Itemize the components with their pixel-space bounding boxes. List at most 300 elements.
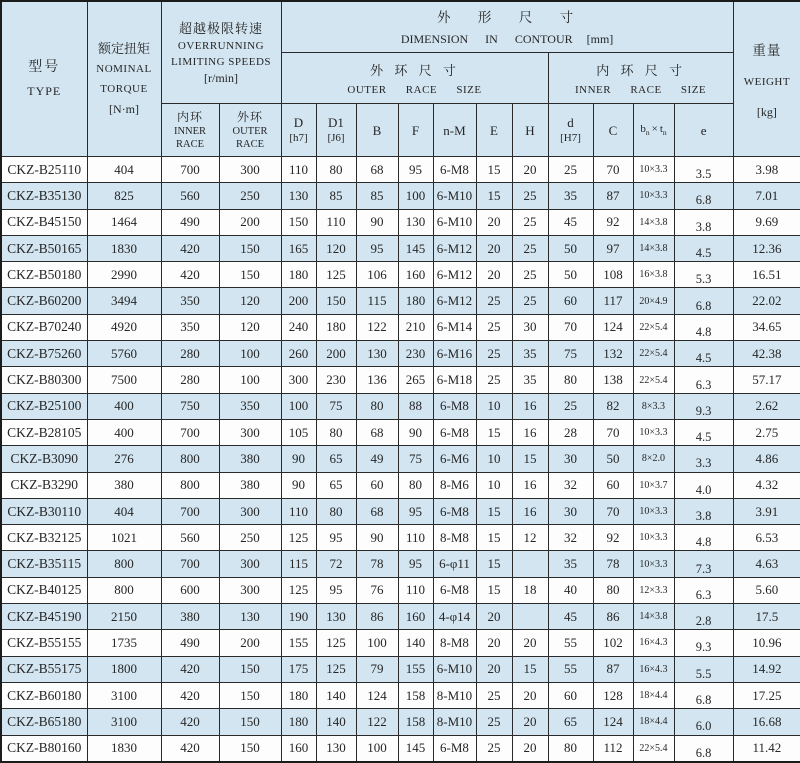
cell-D: 115 <box>281 551 316 577</box>
cell-torque: 2990 <box>87 262 161 288</box>
cell-d: 25 <box>548 157 593 183</box>
cell-B: 76 <box>356 577 398 603</box>
cell-B: 95 <box>356 235 398 261</box>
cell-outer_speed: 150 <box>219 656 281 682</box>
cell-B: 49 <box>356 446 398 472</box>
cell-B: 115 <box>356 288 398 314</box>
cell-outer_speed: 250 <box>219 525 281 551</box>
outer-race-zh: 外环 <box>236 109 263 124</box>
cell-outer_speed: 380 <box>219 472 281 498</box>
cell-inner_speed: 700 <box>161 157 219 183</box>
cell-nM: 6-M10 <box>433 209 476 235</box>
cell-weight: 3.98 <box>733 157 800 183</box>
cell-type: CKZ-B30110 <box>1 498 87 524</box>
cell-type: CKZ-B70240 <box>1 314 87 340</box>
cell-F: 130 <box>398 209 433 235</box>
weight-unit: [kg] <box>756 104 777 119</box>
cell-E: 10 <box>476 393 512 419</box>
cell-nM: 6-φ11 <box>433 551 476 577</box>
cell-outer_speed: 200 <box>219 630 281 656</box>
cell-inner_speed: 350 <box>161 314 219 340</box>
cell-d: 30 <box>548 498 593 524</box>
table-row <box>1 656 800 682</box>
table-row <box>1 604 800 630</box>
cell-D1: 75 <box>316 393 356 419</box>
cell-nM: 6-M8 <box>433 735 476 762</box>
cell-torque: 3494 <box>87 288 161 314</box>
cell-e: 4.5 <box>674 235 733 261</box>
cell-d: 32 <box>548 525 593 551</box>
table-row <box>1 446 800 472</box>
table-row <box>1 419 800 445</box>
type-label-en: TYPE <box>27 84 62 98</box>
cell-outer_speed: 300 <box>219 498 281 524</box>
inner-race-en2: RACE <box>175 138 204 150</box>
cell-d: 35 <box>548 183 593 209</box>
cell-bt: 14×3.8 <box>633 235 674 261</box>
cell-type: CKZ-B3290 <box>1 472 87 498</box>
cell-B: 79 <box>356 656 398 682</box>
cell-d: 60 <box>548 288 593 314</box>
cell-nM: 6-M12 <box>433 288 476 314</box>
cell-inner_speed: 420 <box>161 709 219 735</box>
cell-outer_speed: 380 <box>219 446 281 472</box>
cell-H: 25 <box>512 288 548 314</box>
cell-weight: 22.02 <box>733 288 800 314</box>
cell-inner_speed: 800 <box>161 446 219 472</box>
cell-C: 92 <box>593 209 633 235</box>
cell-D: 110 <box>281 498 316 524</box>
speeds-label-en2: LIMITING SPEEDS <box>170 55 272 68</box>
cell-D: 175 <box>281 656 316 682</box>
cell-C: 80 <box>593 577 633 603</box>
cell-d: 45 <box>548 209 593 235</box>
cell-D: 110 <box>281 157 316 183</box>
torque-label-en1: NOMINAL <box>96 63 152 75</box>
cell-inner_speed: 420 <box>161 682 219 708</box>
cell-torque: 1830 <box>87 235 161 261</box>
cell-D: 105 <box>281 419 316 445</box>
cell-E: 20 <box>476 209 512 235</box>
cell-F: 158 <box>398 682 433 708</box>
torque-label-en2: TORQUE <box>100 83 148 95</box>
cell-torque: 1800 <box>87 656 161 682</box>
cell-H: 16 <box>512 393 548 419</box>
cell-torque: 400 <box>87 419 161 445</box>
cell-weight: 2.75 <box>733 419 800 445</box>
cell-E: 15 <box>476 419 512 445</box>
cell-d: 45 <box>548 604 593 630</box>
cell-D1: 72 <box>316 551 356 577</box>
cell-type: CKZ-B45190 <box>1 604 87 630</box>
cell-outer_speed: 150 <box>219 235 281 261</box>
cell-inner_speed: 280 <box>161 367 219 393</box>
cell-E: 20 <box>476 262 512 288</box>
cell-C: 97 <box>593 235 633 261</box>
table-row <box>1 209 800 235</box>
cell-e: 3.8 <box>674 209 733 235</box>
cell-inner_speed: 560 <box>161 183 219 209</box>
cell-nM: 6-M8 <box>433 498 476 524</box>
cell-B: 124 <box>356 682 398 708</box>
dimension-unit: [mm] <box>586 32 614 46</box>
cell-D1: 130 <box>316 735 356 762</box>
cell-B: 68 <box>356 498 398 524</box>
cell-weight: 10.96 <box>733 630 800 656</box>
cell-E: 15 <box>476 525 512 551</box>
cell-E: 20 <box>476 630 512 656</box>
col-header-type <box>1 1 87 157</box>
cell-D1: 180 <box>316 314 356 340</box>
cell-bt: 22×5.4 <box>633 314 674 340</box>
cell-C: 86 <box>593 604 633 630</box>
cell-bt: 16×4.3 <box>633 656 674 682</box>
cell-outer_speed: 120 <box>219 314 281 340</box>
cell-type: CKZ-B35130 <box>1 183 87 209</box>
cell-F: 180 <box>398 288 433 314</box>
cell-H: 25 <box>512 262 548 288</box>
cell-D: 180 <box>281 262 316 288</box>
cell-type: CKZ-B35115 <box>1 551 87 577</box>
table-row <box>1 735 800 762</box>
cell-d: 50 <box>548 235 593 261</box>
speeds-unit: [r/min] <box>204 70 238 85</box>
cell-E: 15 <box>476 577 512 603</box>
cell-B: 60 <box>356 472 398 498</box>
cell-H: 16 <box>512 472 548 498</box>
cell-d: 40 <box>548 577 593 603</box>
col-header-C: C <box>593 104 633 157</box>
table-row <box>1 393 800 419</box>
cell-D1: 85 <box>316 183 356 209</box>
cell-C: 112 <box>593 735 633 762</box>
cell-H: 25 <box>512 235 548 261</box>
cell-E: 25 <box>476 314 512 340</box>
type-label-zh: 型号 <box>28 60 61 75</box>
cell-torque: 800 <box>87 551 161 577</box>
cell-H: 25 <box>512 183 548 209</box>
cell-B: 106 <box>356 262 398 288</box>
cell-D1: 125 <box>316 630 356 656</box>
cell-F: 265 <box>398 367 433 393</box>
cell-outer_speed: 350 <box>219 393 281 419</box>
cell-d: 28 <box>548 419 593 445</box>
col-header-dimension <box>281 1 733 53</box>
cell-F: 80 <box>398 472 433 498</box>
cell-outer_speed: 150 <box>219 682 281 708</box>
cell-inner_speed: 700 <box>161 551 219 577</box>
cell-D: 100 <box>281 393 316 419</box>
cell-B: 78 <box>356 551 398 577</box>
cell-e: 5.3 <box>674 262 733 288</box>
table-row <box>1 288 800 314</box>
col-header-outer-race-speed <box>219 104 281 157</box>
cell-B: 122 <box>356 314 398 340</box>
cell-nM: 6-M8 <box>433 393 476 419</box>
cell-weight: 4.63 <box>733 551 800 577</box>
cell-E: 25 <box>476 341 512 367</box>
cell-D: 160 <box>281 735 316 762</box>
cell-d: 55 <box>548 656 593 682</box>
cell-e: 4.5 <box>674 419 733 445</box>
cell-H: 15 <box>512 446 548 472</box>
cell-D1: 140 <box>316 682 356 708</box>
cell-F: 88 <box>398 393 433 419</box>
cell-type: CKZ-B45150 <box>1 209 87 235</box>
inner-size-label-en: INNER RACE SIZE <box>574 83 707 96</box>
cell-bt: 16×4.3 <box>633 630 674 656</box>
cell-bt: 10×3.3 <box>633 498 674 524</box>
cell-bt: 8×2.0 <box>633 446 674 472</box>
cell-B: 68 <box>356 419 398 445</box>
cell-C: 70 <box>593 498 633 524</box>
cell-H: 20 <box>512 157 548 183</box>
cell-d: 75 <box>548 341 593 367</box>
cell-torque: 404 <box>87 498 161 524</box>
cell-inner_speed: 420 <box>161 235 219 261</box>
cell-inner_speed: 420 <box>161 735 219 762</box>
cell-torque: 404 <box>87 157 161 183</box>
col-header-H: H <box>512 104 548 157</box>
cell-H: 16 <box>512 498 548 524</box>
cell-C: 117 <box>593 288 633 314</box>
cell-E: 10 <box>476 472 512 498</box>
cell-C: 102 <box>593 630 633 656</box>
cell-type: CKZ-B60200 <box>1 288 87 314</box>
cell-weight: 9.69 <box>733 209 800 235</box>
cell-e: 4.5 <box>674 341 733 367</box>
cell-D1: 65 <box>316 472 356 498</box>
cell-e: 9.3 <box>674 393 733 419</box>
cell-d: 55 <box>548 630 593 656</box>
cell-H: 30 <box>512 314 548 340</box>
cell-E: 15 <box>476 183 512 209</box>
cell-outer_speed: 130 <box>219 604 281 630</box>
cell-weight: 11.42 <box>733 735 800 762</box>
cell-type: CKZ-B3090 <box>1 446 87 472</box>
cell-e: 4.8 <box>674 525 733 551</box>
cell-nM: 6-M12 <box>433 235 476 261</box>
cell-F: 210 <box>398 314 433 340</box>
cell-e: 6.3 <box>674 367 733 393</box>
table-row <box>1 235 800 261</box>
cell-weight: 5.60 <box>733 577 800 603</box>
cell-d: 80 <box>548 735 593 762</box>
outer-race-en2: RACE <box>235 138 264 150</box>
cell-E: 25 <box>476 735 512 762</box>
cell-H: 12 <box>512 525 548 551</box>
cell-weight: 7.01 <box>733 183 800 209</box>
cell-D1: 200 <box>316 341 356 367</box>
cell-nM: 6-M10 <box>433 656 476 682</box>
cell-F: 140 <box>398 630 433 656</box>
cell-B: 80 <box>356 393 398 419</box>
cell-D1: 140 <box>316 709 356 735</box>
inner-race-zh: 内环 <box>176 109 203 124</box>
cell-F: 110 <box>398 577 433 603</box>
dimension-en-text: DIMENSION IN CONTOUR <box>400 32 573 46</box>
cell-e: 6.8 <box>674 682 733 708</box>
cell-F: 100 <box>398 183 433 209</box>
col-header-e: e <box>674 104 733 157</box>
cell-B: 90 <box>356 209 398 235</box>
cell-nM: 4-φ14 <box>433 604 476 630</box>
cell-nM: 8-M10 <box>433 682 476 708</box>
col-header-torque <box>87 1 161 157</box>
cell-type: CKZ-B60180 <box>1 682 87 708</box>
cell-D1: 150 <box>316 288 356 314</box>
cell-inner_speed: 420 <box>161 262 219 288</box>
cell-F: 110 <box>398 525 433 551</box>
cell-type: CKZ-B75260 <box>1 341 87 367</box>
cell-torque: 380 <box>87 472 161 498</box>
cell-inner_speed: 700 <box>161 498 219 524</box>
cell-nM: 6-M12 <box>433 262 476 288</box>
cell-bt: 22×5.4 <box>633 735 674 762</box>
cell-bt: 18×4.4 <box>633 709 674 735</box>
col-header-B: B <box>356 104 398 157</box>
cell-D: 190 <box>281 604 316 630</box>
col-header-D: D [h7] <box>281 104 316 157</box>
cell-E: 15 <box>476 551 512 577</box>
cell-E: 10 <box>476 446 512 472</box>
cell-B: 90 <box>356 525 398 551</box>
cell-e: 6.8 <box>674 183 733 209</box>
cell-torque: 800 <box>87 577 161 603</box>
cell-weight: 16.68 <box>733 709 800 735</box>
col-header-D1: D1 [J6] <box>316 104 356 157</box>
cell-D1: 80 <box>316 157 356 183</box>
cell-nM: 6-M16 <box>433 341 476 367</box>
cell-d: 25 <box>548 393 593 419</box>
cell-outer_speed: 120 <box>219 288 281 314</box>
cell-torque: 1735 <box>87 630 161 656</box>
cell-outer_speed: 200 <box>219 209 281 235</box>
cell-type: CKZ-B55175 <box>1 656 87 682</box>
cell-inner_speed: 490 <box>161 630 219 656</box>
outer-size-label-zh: 外 环 尺 寸 <box>370 62 459 78</box>
cell-nM: 6-M18 <box>433 367 476 393</box>
cell-D: 150 <box>281 209 316 235</box>
col-header-speeds <box>161 1 281 104</box>
cell-e: 5.5 <box>674 656 733 682</box>
cell-inner_speed: 560 <box>161 525 219 551</box>
cell-type: CKZ-B80160 <box>1 735 87 762</box>
col-header-F: F <box>398 104 433 157</box>
cell-C: 92 <box>593 525 633 551</box>
cell-D: 125 <box>281 577 316 603</box>
cell-e: 6.3 <box>674 577 733 603</box>
cell-D: 125 <box>281 525 316 551</box>
cell-C: 124 <box>593 314 633 340</box>
cell-bt: 10×3.3 <box>633 183 674 209</box>
cell-E: 20 <box>476 604 512 630</box>
cell-inner_speed: 700 <box>161 419 219 445</box>
cell-bt: 12×3.3 <box>633 577 674 603</box>
cell-type: CKZ-B32125 <box>1 525 87 551</box>
cell-D1: 110 <box>316 209 356 235</box>
cell-F: 75 <box>398 446 433 472</box>
cell-B: 122 <box>356 709 398 735</box>
cell-inner_speed: 280 <box>161 341 219 367</box>
table-row <box>1 183 800 209</box>
cell-C: 50 <box>593 446 633 472</box>
dimension-label-zh: 外 形 尺 寸 <box>437 10 578 25</box>
cell-outer_speed: 300 <box>219 551 281 577</box>
cell-H: 20 <box>512 630 548 656</box>
cell-outer_speed: 150 <box>219 709 281 735</box>
cell-B: 136 <box>356 367 398 393</box>
cell-D1: 80 <box>316 498 356 524</box>
cell-C: 128 <box>593 682 633 708</box>
cell-H: 35 <box>512 341 548 367</box>
cell-inner_speed: 490 <box>161 209 219 235</box>
cell-E: 15 <box>476 498 512 524</box>
cell-outer_speed: 300 <box>219 157 281 183</box>
cell-e: 2.8 <box>674 604 733 630</box>
cell-torque: 400 <box>87 393 161 419</box>
inner-race-en1: INNER <box>173 125 207 137</box>
cell-bt: 10×3.7 <box>633 472 674 498</box>
cell-bt: 10×3.3 <box>633 551 674 577</box>
cell-type: CKZ-B50180 <box>1 262 87 288</box>
cell-type: CKZ-B65180 <box>1 709 87 735</box>
weight-label-zh: 重量 <box>752 42 782 58</box>
cell-bt: 8×3.3 <box>633 393 674 419</box>
cell-D1: 130 <box>316 604 356 630</box>
col-header-weight <box>733 1 800 157</box>
cell-bt: 10×3.3 <box>633 419 674 445</box>
cell-H: 20 <box>512 682 548 708</box>
cell-E: 25 <box>476 682 512 708</box>
inner-size-label-zh: 内 环 尺 寸 <box>596 62 685 78</box>
col-header-inner-race-speed <box>161 104 219 157</box>
dimension-label-en <box>282 30 733 48</box>
cell-weight: 34.65 <box>733 314 800 340</box>
cell-weight: 14.92 <box>733 656 800 682</box>
cell-torque: 276 <box>87 446 161 472</box>
cell-C: 124 <box>593 709 633 735</box>
cell-e: 4.0 <box>674 472 733 498</box>
cell-bt: 20×4.9 <box>633 288 674 314</box>
table-row <box>1 498 800 524</box>
cell-D: 155 <box>281 630 316 656</box>
cell-torque: 825 <box>87 183 161 209</box>
cell-weight: 57.17 <box>733 367 800 393</box>
cell-B: 68 <box>356 157 398 183</box>
cell-bt: 10×3.3 <box>633 157 674 183</box>
cell-inner_speed: 350 <box>161 288 219 314</box>
cell-inner_speed: 800 <box>161 472 219 498</box>
cell-bt: 16×3.8 <box>633 262 674 288</box>
table-row <box>1 682 800 708</box>
cell-e: 9.3 <box>674 630 733 656</box>
cell-d: 50 <box>548 262 593 288</box>
cell-inner_speed: 600 <box>161 577 219 603</box>
cell-type: CKZ-B55155 <box>1 630 87 656</box>
cell-bt: 10×3.3 <box>633 525 674 551</box>
cell-C: 60 <box>593 472 633 498</box>
cell-outer_speed: 150 <box>219 262 281 288</box>
cell-E: 20 <box>476 235 512 261</box>
table-row <box>1 157 800 183</box>
cell-D1: 65 <box>316 446 356 472</box>
cell-C: 108 <box>593 262 633 288</box>
cell-F: 145 <box>398 235 433 261</box>
cell-nM: 8-M10 <box>433 709 476 735</box>
cell-nM: 8-M8 <box>433 630 476 656</box>
cell-nM: 8-M8 <box>433 525 476 551</box>
